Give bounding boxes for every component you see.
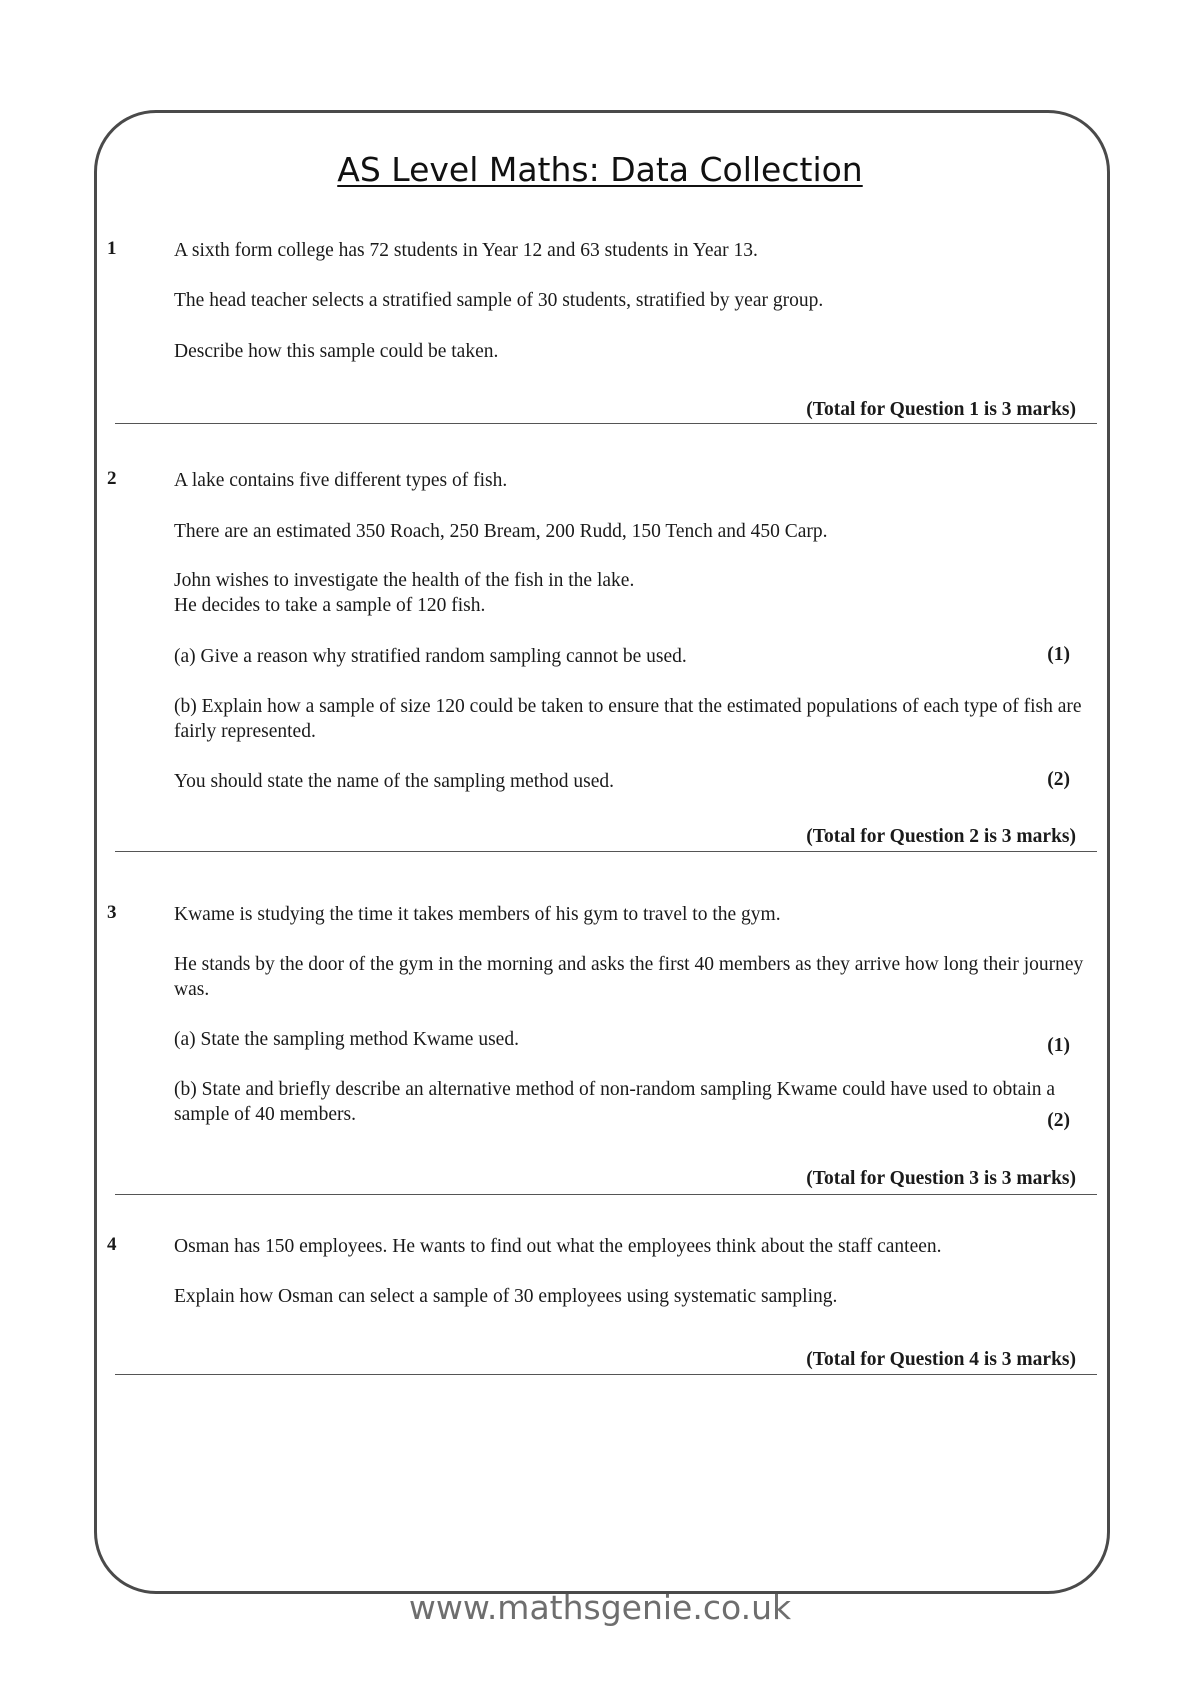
question-3-part-a: (a) State the sampling method Kwame used. (174, 1029, 519, 1050)
question-2-line-3: John wishes to investigate the health of the fish in the lake. (174, 570, 635, 591)
page-title: AS Level Maths: Data Collection (337, 150, 863, 189)
question-2-total: (Total for Question 2 is 3 marks) (806, 826, 1076, 847)
question-1-line-2: The head teacher selects a stratified sample of 30 students, stratified by year group. (174, 290, 824, 311)
question-2-part-b-marks: (2) (1047, 769, 1070, 790)
question-3-total: (Total for Question 3 is 3 marks) (806, 1168, 1076, 1189)
question-3-divider (115, 1194, 1097, 1195)
question-2-line-2: There are an estimated 350 Roach, 250 Bream, 200 Rudd, 150 Tench and 450 Carp. (174, 521, 828, 542)
question-2-part-b: (b) Explain how a sample of size 120 could be taken to ensure that the estimated populations of each type of fish are fairly represented. (174, 696, 1082, 742)
question-3-part-b-marks: (2) (1047, 1110, 1070, 1131)
question-3-line-1: Kwame is studying the time it takes members of his gym to travel to the gym. (174, 904, 781, 925)
question-2-part-b-note: You should state the name of the sampling method used. (174, 771, 614, 792)
question-2-part-a-marks: (1) (1047, 644, 1070, 665)
question-3-line-2: He stands by the door of the gym in the morning and asks the first 40 members as they arrive how long their journey was. (174, 954, 1084, 1000)
question-1-line-1: A sixth form college has 72 students in Year 12 and 63 students in Year 13. (174, 240, 758, 261)
page-border (94, 110, 1110, 1594)
question-4-line-2: Explain how Osman can select a sample of 30 employees using systematic sampling. (174, 1286, 838, 1307)
question-1-line-3: Describe how this sample could be taken. (174, 341, 499, 362)
footer-url: www.mathsgenie.co.uk (408, 1588, 792, 1627)
question-1-total: (Total for Question 1 is 3 marks) (806, 399, 1076, 420)
question-4-divider (115, 1374, 1097, 1375)
question-2-divider (115, 851, 1097, 852)
question-3-part-a-marks: (1) (1047, 1035, 1070, 1056)
question-3-part-b: (b) State and briefly describe an alternative method of non-random sampling Kwame could have used to obtain a sample of 40 members. (174, 1079, 1056, 1125)
question-4-line-1: Osman has 150 employees. He wants to find out what the employees think about the staff canteen. (174, 1236, 942, 1257)
question-4-total: (Total for Question 4 is 3 marks) (806, 1349, 1076, 1370)
question-4-number: 4 (107, 1234, 117, 1255)
question-1-number: 1 (107, 238, 117, 259)
question-1-divider (115, 423, 1097, 424)
question-3-number: 3 (107, 902, 117, 923)
question-2-number: 2 (107, 468, 117, 489)
question-2-line-1: A lake contains five different types of fish. (174, 470, 508, 491)
question-2-line-4: He decides to take a sample of 120 fish. (174, 595, 486, 616)
question-2-part-a: (a) Give a reason why stratified random sampling cannot be used. (174, 646, 687, 667)
